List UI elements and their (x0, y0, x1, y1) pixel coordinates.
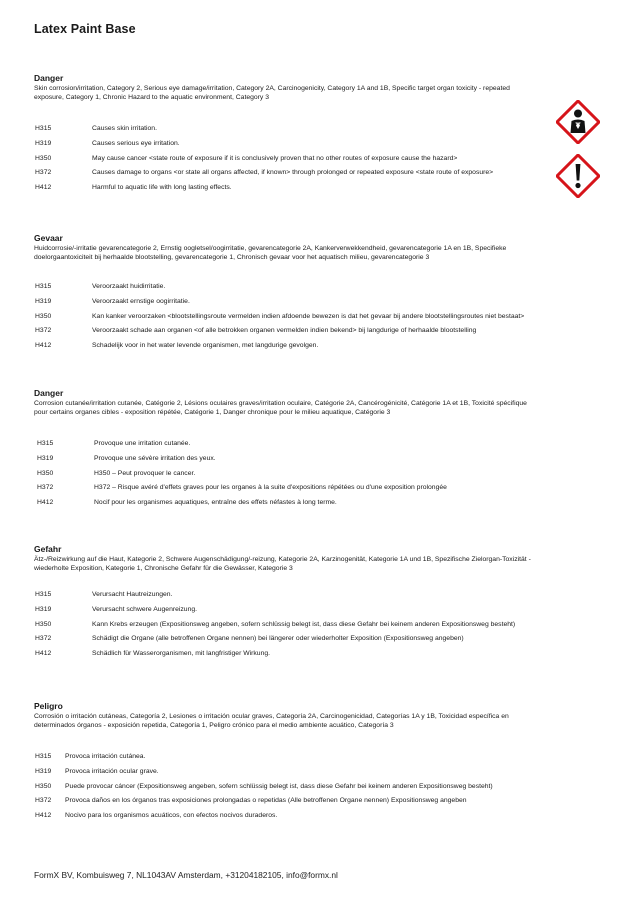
hazard-text: Puede provocar cáncer (Expositionsweg angeben, sofern schlüssig belegt ist, dass diese Gefahr bei keinem anderen Expositionsweg besteht) (65, 782, 493, 790)
hazard-text: Schädigt die Organe (alle betroffenen Organe nennen) bei längerer oder wiederholter Exposition (Expositionsweg angeben) (92, 635, 464, 643)
hazard-code: H372 (35, 635, 52, 643)
hazard-text: Provoca irritación cutánea. (65, 753, 146, 760)
hazard-text: Schädlich für Wasserorganismen, mit langfristiger Wirkung. (92, 650, 271, 658)
hazard-code: H372 (37, 484, 54, 492)
hazard-text: Verursacht schwere Augenreizung. (92, 605, 198, 613)
hazard-code: H350 (35, 620, 52, 628)
hazard-code: H412 (35, 812, 52, 820)
hazard-code: H319 (35, 767, 52, 775)
hazard-text: Veroorzaakt ernstige oogirritatie. (92, 297, 190, 305)
hazard-code: H372 (35, 797, 52, 805)
hazard-section-de (34, 544, 534, 658)
hazard-code: H315 (35, 283, 52, 290)
hazard-code: H350 (35, 154, 52, 162)
hazard-statement-row (34, 650, 544, 665)
hazard-text: Provoca irritación ocular grave. (65, 767, 159, 775)
hazard-statement-row (34, 184, 544, 199)
hazard-code: H319 (35, 139, 52, 147)
section-heading: Danger (34, 388, 64, 398)
hazard-statement-row (34, 125, 544, 140)
hazard-statement-row (34, 283, 544, 298)
hazard-code: H350 (35, 782, 52, 790)
hazard-statement-row (34, 169, 544, 184)
hazard-statement-row (34, 783, 544, 798)
section-heading: Danger (34, 73, 64, 83)
hazard-section-fr (34, 388, 534, 507)
hazard-section-es (34, 701, 534, 820)
section-description: Corrosion cutanée/irritation cutanée, Catégorie 2, Lésions oculaires graves/irritation oculaire, Catégorie 2A, Cancérogénicité, Catégorie 1A et 1B, Toxicité spécifique pour certains organes cibles - exposition répétée, Catégorie 1, Danger chronique pour le milieu aquatique, Catégorie 3 (34, 400, 527, 416)
hazard-statement-row (34, 635, 544, 650)
hazard-text: Kan kanker veroorzaken <blootstellingsroute vermelden indien afdoende bewezen is dat het gevaar bij andere blootstellingsroutes niet bestaat> (92, 312, 525, 320)
health-hazard-pictogram-icon (556, 100, 600, 144)
hazard-statement-row (34, 470, 544, 485)
hazard-text: Veroorzaakt huidirritatie. (92, 283, 166, 290)
section-heading: Gevaar (34, 233, 63, 243)
section-description: Huidcorrosie/-irritatie gevarencategorie 2, Ernstig oogletsel/oogirritatie, gevarencategorie 2A, Kankerverwekkendheid, gevarencategorie 1A en 1B, Specifieke doelorgaantoxiciteit bij herhaalde blootstelling, gevarencategorie 1, Chronisch gevaar voor het aquatisch milieu, gevarencategorie 3 (34, 245, 507, 261)
hazard-code: H315 (37, 440, 54, 447)
hazard-text: Provoca daños en los órganos tras exposiciones prolongadas o repetidas (Alle betroffenen Organe nennen) Expositionsweg angeben (65, 797, 467, 805)
hazard-text: Provoque une irritation cutanée. (94, 440, 191, 447)
hazard-text: Provoque une sévère irritation des yeux. (94, 454, 216, 462)
hazard-statement-row (34, 606, 544, 621)
hazard-statement-row (34, 313, 544, 328)
hazard-text: Verursacht Hautreizungen. (92, 591, 173, 598)
section-description: Skin corrosion/irritation, Category 2, Serious eye damage/irritation, Category 2A, Carcinogenicity, Category 1A and 1B, Specific target organ toxicity - repeated exposure, Category 1, Chronic Hazard to the aquatic environment, Category 3 (34, 85, 510, 101)
hazard-code: H412 (35, 342, 52, 350)
section-description: Ätz-/Reizwirkung auf die Haut, Kategorie 2, Schwere Augenschädigung/-reizung, Kategorie 2A, Karzinogenität, Kategorie 1A und 1B, Spezifische Zielorgan-Toxizität - wiederholte Exposition, Kategorie 1, Chronische Gefahr für die Gewässer, Kategorie 3 (34, 556, 531, 572)
hazard-code: H315 (35, 591, 52, 598)
hazard-statement-row (34, 140, 544, 155)
hazard-statement-list (34, 591, 544, 665)
hazard-code: H350 (37, 469, 54, 477)
hazard-code: H372 (35, 327, 52, 335)
hazard-text: Harmful to aquatic life with long lasting effects. (92, 184, 232, 192)
hazard-code: H350 (35, 312, 52, 320)
hazard-statement-row (34, 298, 544, 313)
hazard-text: Causes skin irritation. (92, 125, 157, 132)
hazard-code: H315 (35, 753, 52, 760)
hazard-text: Causes serious eye irritation. (92, 139, 180, 147)
hazard-text: H350 – Peut provoquer le cancer. (94, 469, 196, 477)
hazard-code: H315 (35, 125, 52, 132)
exclamation-mark-pictogram-icon (556, 154, 600, 198)
hazard-statement-row (34, 155, 544, 170)
hazard-statement-row (34, 499, 544, 514)
hazard-statement-row (34, 621, 544, 636)
hazard-text: Nocif pour les organismes aquatiques, entraîne des effets néfastes à long terme. (94, 499, 337, 507)
hazard-statement-row (34, 591, 544, 606)
hazard-text: Kann Krebs erzeugen (Expositionsweg angeben, sofern schlüssig belegt ist, dass diese Gefahr bei keinem anderen Expositionsweg besteht) (92, 620, 516, 628)
footer-contact: FormX BV, Kombuisweg 7, NL1043AV Amsterdam, +31204182105, info@formx.nl (34, 870, 338, 880)
hazard-text: May cause cancer <state route of exposure if it is conclusively proven that no other routes of exposure cause the hazard> (92, 154, 458, 162)
hazard-code: H412 (37, 499, 54, 507)
hazard-code: H412 (35, 184, 52, 192)
hazard-statement-row (34, 440, 544, 455)
hazard-section-nl (34, 233, 534, 350)
hazard-code: H319 (35, 605, 52, 613)
hazard-code: H319 (37, 454, 54, 462)
hazard-code: H372 (35, 169, 52, 177)
hazard-code: H319 (35, 297, 52, 305)
hazard-text: H372 – Risque avéré d'effets graves pour les organes à la suite d'expositions répétées ou d'une exposition prolongée (94, 484, 447, 492)
hazard-statement-row (34, 768, 544, 783)
hazard-code: H412 (35, 650, 52, 658)
hazard-statement-list (34, 283, 544, 357)
hazard-section-en (34, 73, 534, 192)
section-heading: Gefahr (34, 544, 62, 554)
hazard-statement-row (34, 342, 544, 357)
hazard-text: Nocivo para los organismos acuáticos, con efectos nocivos duraderos. (65, 812, 278, 820)
hazard-statement-row (34, 455, 544, 470)
hazard-text: Schadelijk voor in het water levende organismen, met langdurige gevolgen. (92, 342, 319, 350)
hazard-statement-row (34, 753, 544, 768)
hazard-statement-list (34, 125, 544, 199)
hazard-statement-row (34, 484, 544, 499)
document-title: Latex Paint Base (34, 22, 136, 36)
hazard-text: Veroorzaakt schade aan organen <of alle betrokken organen vermelden indien bekend> bij langdurige of herhaalde blootstelling (92, 327, 477, 335)
hazard-statement-row (34, 327, 544, 342)
hazard-statement-list (34, 753, 544, 827)
section-heading: Peligro (34, 701, 63, 711)
section-description: Corrosión o irritación cutáneas, Categoría 2, Lesiones o irritación ocular graves, Categoría 2A, Carcinogenicidad, Categorías 1A y 1B, Toxicidad específica en determinados órganos - exposición repetida, Categoría 1, Peligro crónico para el medio ambiente acuático, Categoría 3 (34, 713, 509, 729)
hazard-statement-row (34, 797, 544, 812)
hazard-statement-list (34, 440, 544, 514)
hazard-text: Causes damage to organs <or state all organs affected, if known> through prolonged or repeated exposure <state route of exposure> (92, 169, 494, 177)
hazard-statement-row (34, 812, 544, 827)
